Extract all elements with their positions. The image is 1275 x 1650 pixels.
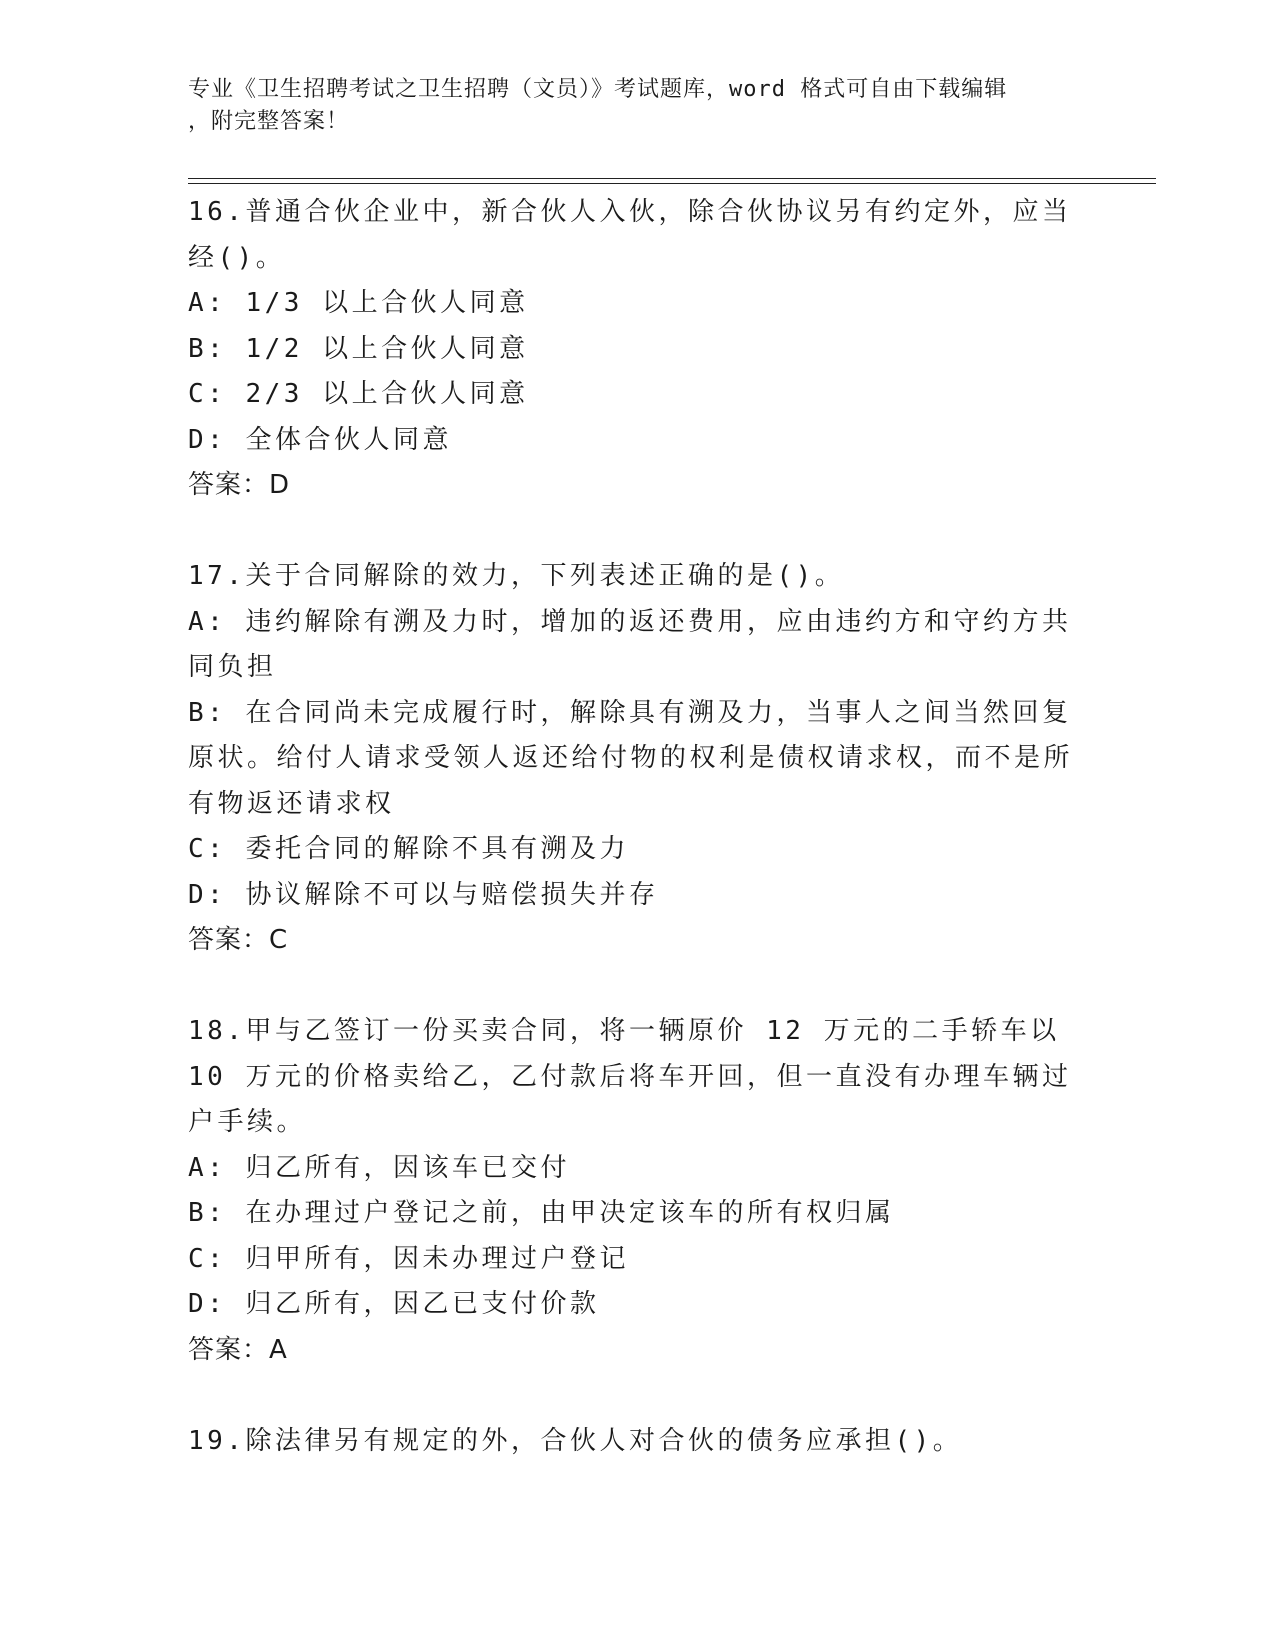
option-c: C: 委托合同的解除不具有溯及力 — [188, 834, 629, 864]
header-divider-bottom — [188, 183, 1156, 184]
question-19 — [188, 1419, 1078, 1465]
question-text: 18.甲与乙签订一份买卖合同，将一辆原价 12 万元的二手轿车以 10 万元的价格卖给乙，乙付款后将车开回，但一直没有办理车辆过户手续。 — [188, 1016, 1072, 1137]
answer: 答案：D — [188, 470, 291, 500]
option-a: A: 1/3 以上合伙人同意 — [188, 288, 529, 318]
option-a: A: 归乙所有，因该车已交付 — [188, 1152, 570, 1183]
header-divider-top — [188, 178, 1156, 179]
option-c: C: 2/3 以上合伙人同意 — [188, 379, 529, 409]
question-text: 16.普通合伙企业中，新合伙人入伙，除合伙协议另有约定外，应当经()。 — [188, 197, 1072, 273]
option-b: B: 在合同尚未完成履行时，解除具有溯及力，当事人之间当然回复原状。给付人请求受领人返还给付物的权利是债权请求权，而不是所有物返还请求权 — [188, 697, 1074, 819]
question-text: 17.关于合同解除的效力，下列表述正确的是()。 — [188, 561, 845, 591]
option-b: B: 在办理过户登记之前，由甲决定该车的所有权归属 — [188, 1198, 895, 1228]
option-d: D: 协议解除不可以与赔偿损失并存 — [188, 879, 659, 910]
option-a: A: 违约解除有溯及力时，增加的返还费用，应由违约方和守约方共同负担 — [188, 606, 1072, 682]
question-16 — [188, 190, 1078, 509]
option-c: C: 归甲所有，因未办理过户登记 — [188, 1243, 629, 1274]
option-d: D: 全体合伙人同意 — [188, 424, 452, 455]
option-d: D: 归乙所有，因乙已支付价款 — [188, 1289, 600, 1319]
question-17 — [188, 554, 1078, 964]
answer: 答案：C — [188, 925, 289, 955]
header-line-2: ，附完整答案！ — [188, 109, 350, 134]
document-header — [188, 74, 1088, 138]
answer: 答案：A — [188, 1334, 288, 1365]
option-b: B: 1/2 以上合伙人同意 — [188, 333, 529, 364]
header-line-1: 专业《卫生招聘考试之卫生招聘（文员）》考试题库，word 格式可自由下载编辑 — [188, 77, 1008, 102]
question-18 — [188, 1009, 1078, 1373]
question-list — [188, 190, 1078, 1464]
question-text: 19.除法律另有规定的外，合伙人对合伙的债务应承担()。 — [188, 1425, 963, 1456]
